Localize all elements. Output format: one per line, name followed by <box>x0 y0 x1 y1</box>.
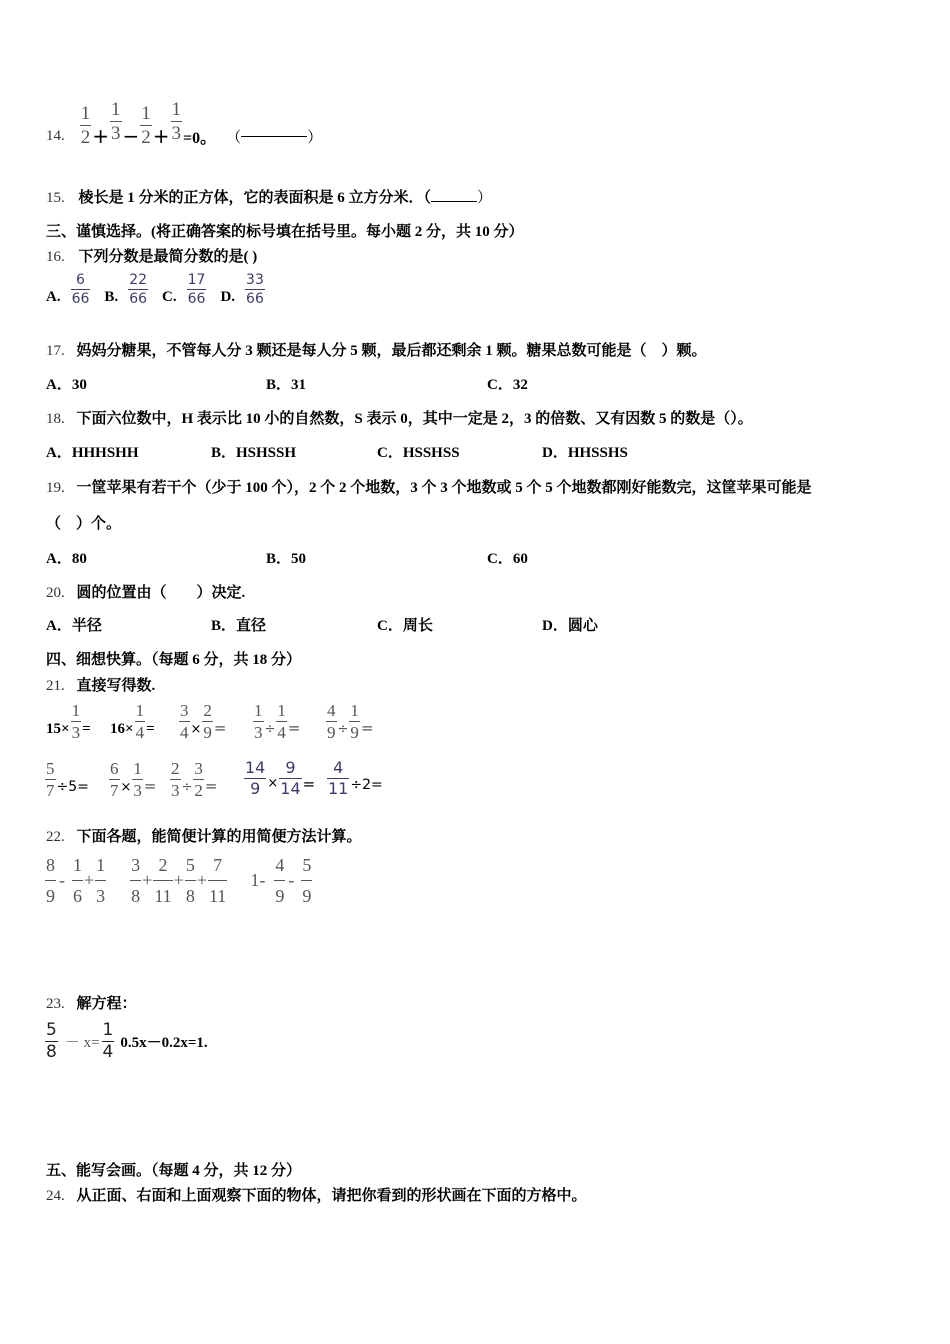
question-16 <box>46 245 257 266</box>
q21-item <box>325 702 373 741</box>
operator: + <box>152 124 170 148</box>
question-number: 20. <box>46 585 65 601</box>
question-text: 下面六位数中，H 表示比 10 小的自然数，S 表示 0，其中一定是 2，3 的倍数、又有因数 5 的数是（）。 <box>76 411 753 427</box>
question-text: 下列分数是最简分数的是( ) <box>78 249 258 265</box>
fraction: $\frac{1}{3}$ <box>96 855 106 906</box>
equation-middle: － x= <box>64 1035 100 1051</box>
operator: ÷ <box>181 780 193 795</box>
expr-prefix: 15× <box>46 721 70 737</box>
option-b[interactable]: B．31 <box>266 377 307 393</box>
fraction: $\frac{1}{2}$ <box>80 102 91 148</box>
question-number: 21. <box>46 678 65 694</box>
fraction: $\frac{8}{9}$ <box>46 855 55 906</box>
answer-blank[interactable] <box>241 135 307 137</box>
question-number: 16. <box>46 249 65 265</box>
operator: ÷ <box>264 722 276 737</box>
q21-item <box>108 760 156 799</box>
question-15 <box>46 186 492 207</box>
question-23 <box>46 992 137 1013</box>
question-number: 22. <box>46 829 65 845</box>
question-number: 19. <box>46 480 65 496</box>
question-18 <box>46 407 753 428</box>
q21-item <box>243 760 315 797</box>
question-text: 棱长是 1 分米的正方体，它的表面积是 6 立方分米．（ <box>78 190 432 206</box>
operator: + <box>84 870 95 890</box>
option-a[interactable]: A．HHHSHH <box>46 445 139 461</box>
fraction: $\frac{5}{8}$ <box>185 855 195 906</box>
fraction: $\frac{3}{8}$ <box>131 855 141 906</box>
equation-tail: =0。 <box>183 129 217 147</box>
q21-item <box>44 760 89 799</box>
option-d[interactable]: D．圆心 <box>542 618 598 634</box>
fraction: $\frac{2}{9}$ <box>203 701 212 742</box>
question-number: 17. <box>46 343 65 359</box>
operator: + <box>142 870 153 890</box>
option-c[interactable]: C．HSSHSS <box>377 445 460 461</box>
question-21 <box>46 674 155 695</box>
option-c[interactable]: C．周长 <box>377 618 433 634</box>
fraction: $\frac{1}{9}$ <box>350 701 359 742</box>
question-19-continued: （ ）个。 <box>46 516 122 532</box>
fraction: $\frac{5}{8}$ <box>46 1020 57 1062</box>
option-d-fraction: $\frac{33}{66}$ <box>246 272 264 307</box>
fraction: $\frac{1}{3}$ <box>254 701 263 742</box>
fraction: $\frac{7}{11}$ <box>208 855 227 906</box>
fraction: $\frac{3}{2}$ <box>194 759 203 800</box>
option-c[interactable]: C．60 <box>487 551 528 567</box>
fraction: $\frac{1}{4}$ <box>102 1020 114 1062</box>
option-b-label: B. <box>104 289 119 305</box>
option-c[interactable]: C．32 <box>487 377 528 393</box>
option-d-label: D. <box>220 289 236 305</box>
fraction: $\frac{9}{14}$ <box>280 758 301 798</box>
operator: × <box>267 776 279 791</box>
q21-item <box>110 702 155 741</box>
expr-suffix: ÷5= <box>56 779 89 795</box>
q23-equations <box>44 1022 208 1061</box>
option-a-fraction: $\frac{6}{66}$ <box>71 272 90 307</box>
equation-2: 0.5x－0.2x=1. <box>120 1035 208 1051</box>
fraction: $\frac{2}{11}$ <box>154 855 172 906</box>
question-number: 23. <box>46 996 65 1012</box>
fraction: $\frac{2}{3}$ <box>171 759 180 800</box>
q21-item <box>252 702 300 741</box>
question-24 <box>46 1184 587 1205</box>
question-number: 15. <box>46 190 65 206</box>
paren-open: （ <box>226 129 242 146</box>
q22-expressions <box>44 856 313 905</box>
operator: + <box>173 870 184 890</box>
question-22 <box>46 825 362 846</box>
option-c-label: C. <box>162 289 177 305</box>
fraction: $\frac{1}{3}$ <box>133 759 142 800</box>
question-text: 直接写得数. <box>76 678 156 694</box>
fraction: $\frac{1}{4}$ <box>135 701 145 742</box>
question-number: 24. <box>46 1188 65 1204</box>
operator: × <box>120 780 132 795</box>
operator: × <box>190 722 202 737</box>
paren-close: ） <box>307 129 323 146</box>
equals: = <box>146 721 155 737</box>
option-d[interactable]: D．HHSSHS <box>542 445 628 461</box>
expr-lead: 1- <box>250 870 266 890</box>
question-text: 圆的位置由（ ）决定. <box>76 585 246 601</box>
fraction: $\frac{1}{4}$ <box>277 701 286 742</box>
question-text: 从正面、右面和上面观察下面的物体，请把你看到的形状画在下面的方格中。 <box>76 1188 587 1204</box>
question-text: 一筐苹果有若干个（少于 100 个），2 个 2 个地数，3 个 3 个地数或 5 个 5 个地数都刚好能数完，这筐苹果可能是 <box>76 480 812 496</box>
option-b[interactable]: B．50 <box>266 551 307 567</box>
operator: + <box>196 870 207 890</box>
fraction: $\frac{1}{3}$ <box>111 98 121 144</box>
q21-item <box>326 760 383 797</box>
fraction: $\frac{6}{7}$ <box>110 759 119 800</box>
q21-item <box>178 702 226 741</box>
fraction: $\frac{3}{4}$ <box>180 701 189 742</box>
fraction: $\frac{1}{3}$ <box>71 701 81 742</box>
question-19 <box>46 476 812 497</box>
operator: - <box>288 870 295 890</box>
option-b[interactable]: B．直径 <box>211 618 267 634</box>
section-5-title: 五、能写会画。（每题 4 分，共 12 分） <box>46 1163 302 1179</box>
option-a[interactable]: A．半径 <box>46 618 102 634</box>
fraction: $\frac{5}{9}$ <box>302 855 312 906</box>
q21-item <box>46 702 91 741</box>
section-3-title: 三、谨慎选择。(将正确答案的标号填在括号里。每小题 2 分，共 10 分） <box>46 224 524 240</box>
expr-prefix: 16× <box>110 721 134 737</box>
section-4-title: 四、细想快算。（每题 6 分，共 18 分） <box>46 652 302 668</box>
fraction: $\frac{1}{6}$ <box>73 855 82 906</box>
equals: = <box>360 719 374 737</box>
question-number: 14. <box>46 127 65 144</box>
q21-item <box>169 760 217 799</box>
option-a-label: A. <box>46 289 61 305</box>
fraction: $\frac{1}{3}$ <box>171 98 182 144</box>
operator: ÷ <box>337 722 349 737</box>
question-number: 18. <box>46 411 65 427</box>
option-a[interactable]: A．30 <box>46 377 87 393</box>
answer-blank[interactable] <box>431 200 477 202</box>
operator: − <box>122 124 140 148</box>
option-b[interactable]: B．HSHSSH <box>211 445 297 461</box>
fraction: $\frac{4}{9}$ <box>327 701 336 742</box>
equals: = <box>287 719 301 737</box>
fraction: $\frac{14}{9}$ <box>245 758 266 798</box>
question-17 <box>46 339 707 360</box>
equals: = <box>204 777 218 795</box>
operator: - <box>59 870 65 890</box>
option-b-fraction: $\frac{22}{66}$ <box>129 272 148 307</box>
option-a[interactable]: A．80 <box>46 551 87 567</box>
operator: + <box>92 124 110 148</box>
expr-suffix: ÷2= <box>350 777 383 793</box>
fraction: $\frac{5}{7}$ <box>46 759 55 800</box>
fraction: $\frac{1}{2}$ <box>141 102 151 148</box>
fraction: $\frac{4}{11}$ <box>328 758 349 798</box>
question-16-options <box>46 273 266 306</box>
paren-close: ） <box>477 190 493 206</box>
question-20 <box>46 581 245 602</box>
question-text: 下面各题，能简便计算的用简便方法计算。 <box>76 829 362 845</box>
equals: = <box>143 777 157 795</box>
fraction: $\frac{4}{9}$ <box>275 855 285 906</box>
equals: = <box>82 721 91 737</box>
option-c-fraction: $\frac{17}{66}$ <box>187 272 206 307</box>
question-text: 妈妈分糖果，不管每人分 3 颗还是每人分 5 颗，最后都还剩余 1 颗。糖果总数可能是（ ）颗。 <box>76 343 707 359</box>
question-text: 解方程： <box>76 996 137 1012</box>
equals: = <box>213 719 227 737</box>
question-14 <box>46 100 322 150</box>
equals: = <box>302 775 316 793</box>
